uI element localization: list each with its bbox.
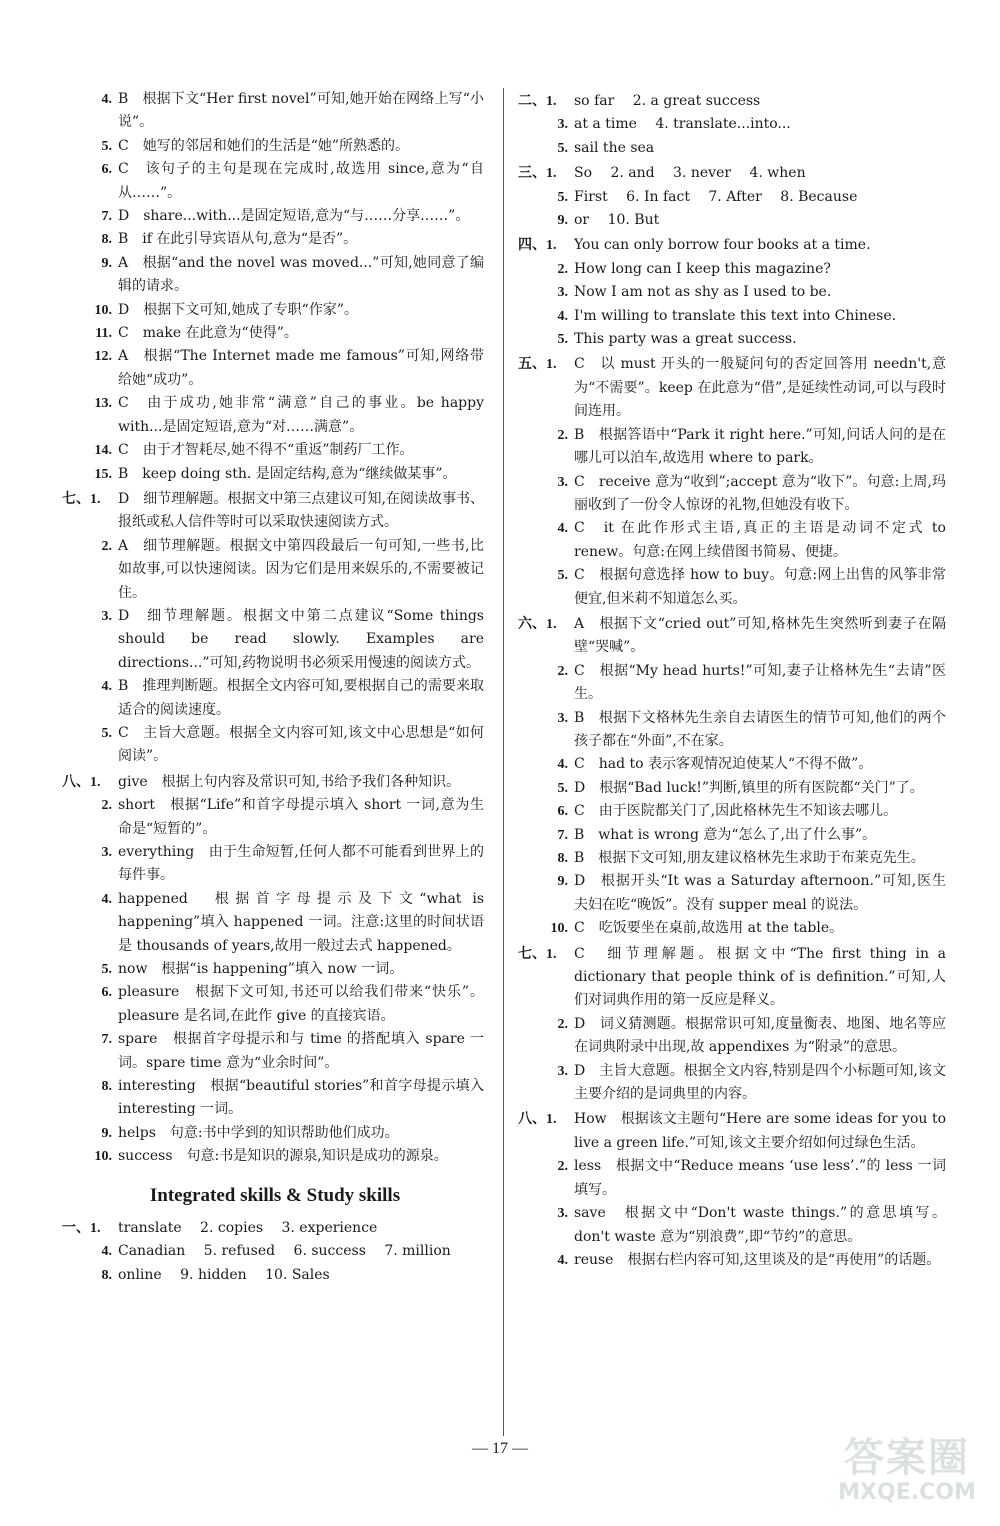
answer-number: 5. — [101, 962, 112, 978]
answer-item — [522, 870, 946, 917]
answer-text: D 主旨大意题。根据全文内容,特别是四个小标题可知,该文主要介绍的是词典里的内容。 — [574, 1062, 946, 1103]
answer-item — [66, 981, 484, 1028]
answer-text: sail the sea — [574, 139, 655, 156]
answer-item — [522, 1013, 946, 1060]
answer-number: 14. — [94, 443, 112, 459]
answer-number: 5. — [557, 568, 568, 584]
answer-item — [522, 328, 946, 351]
answer-text: C 吃饭要坐在桌前,故选用 at the table。 — [574, 920, 844, 937]
answer-item — [522, 305, 946, 328]
answer-text: D share...with...是固定短语,意为“与……分享……”。 — [118, 208, 470, 225]
answer-number: 四、1. — [518, 238, 557, 254]
answer-number: 6. — [101, 162, 112, 178]
answer-text: D 词义猜测题。根据常识可知,度量衡表、地图、地名等应在词典附录中出现,故 appendixes 为“附录”的意思。 — [574, 1015, 946, 1056]
answer-text: C 由于才智耗尽,她不得不“重返”制药厂工作。 — [118, 442, 414, 459]
answer-text: Canadian 5. refused 6. success 7. million — [118, 1243, 451, 1260]
answer-text: First 6. In fact 7. After 8. Because — [574, 188, 858, 205]
answer-number: 4. — [101, 891, 112, 907]
answer-text: C 细节理解题。根据文中“The first thing in a dictionary that people think of is definition.”可知,人们对词典作用的第一反应是释义。 — [574, 945, 946, 1009]
answer-number: 2. — [557, 427, 568, 443]
answer-item — [522, 424, 946, 471]
answer-number: 8. — [101, 1267, 112, 1283]
answer-item — [66, 228, 484, 251]
answer-item — [522, 517, 946, 564]
answer-text: C receive 意为“收到”;accept 意为“收下”。句意:上周,玛丽收到了一份令人惊讶的礼物,但她没有收下。 — [574, 473, 946, 513]
answer-item — [522, 1060, 946, 1107]
answer-item — [66, 794, 484, 841]
answer-text: C 以 must 开头的一般疑问句的否定回答用 needn't,意为“不需要”。keep 在此意为“借”,是延续性动词,可以与段时间连用。 — [574, 356, 946, 420]
answer-number: 6. — [557, 804, 568, 820]
answer-item — [66, 158, 484, 205]
answer-text: B what is wrong 意为“怎么了,出了什么事”。 — [574, 826, 877, 843]
answer-number: 2. — [557, 1159, 568, 1175]
answer-text: spare 根据首字母提示和与 time 的搭配填入 spare 一词。spare time 意为“业余时间”。 — [118, 1031, 484, 1071]
answer-item — [66, 392, 484, 439]
answer-item — [66, 1145, 484, 1168]
answer-item — [66, 345, 484, 392]
answer-text: D 细节理解题。根据文中第三点建议可知,在阅读故事书、报纸或私人信件等时可以采取快速阅读方式。 — [118, 490, 484, 531]
answer-text: translate 2. copies 3. experience — [118, 1219, 378, 1236]
answer-section-start — [518, 353, 946, 423]
answer-text: How 根据该文主题句“Here are some ideas for you to live a green life.”可知,该文主要介绍如何过绿色生活。 — [574, 1111, 946, 1151]
answer-number: 9. — [101, 1125, 112, 1141]
answer-text: I'm willing to translate this text into Chinese. — [574, 307, 897, 324]
answer-text: You can only borrow four books at a time. — [574, 237, 871, 254]
answer-text: This party was a great success. — [574, 331, 797, 348]
answer-number: 4. — [557, 308, 568, 324]
answer-number: 七、1. — [518, 946, 557, 962]
answer-number: 一、1. — [62, 1220, 101, 1236]
answer-text: C 她写的邻居和她们的生活是“她”所熟悉的。 — [118, 137, 410, 154]
answer-text: B if 在此引导宾语从句,意为“是否”。 — [118, 231, 358, 248]
answer-number: 11. — [95, 326, 112, 342]
answer-number: 7. — [101, 209, 112, 225]
answer-item — [522, 281, 946, 304]
answer-item — [66, 888, 484, 958]
answer-text: C make 在此意为“使得”。 — [118, 325, 298, 342]
answer-text: How long can I keep this magazine? — [574, 260, 831, 277]
answer-text: B keep doing sth. 是固定结构,意为“继续做某事”。 — [118, 465, 457, 482]
answer-text: D 细节理解题。根据文中第二点建议“Some things should be read slowly. Examples are directions...”可知,药物说明书必须采用慢速的阅读方式。 — [118, 607, 484, 671]
answer-text: reuse 根据右栏内容可知,这里谈及的是“再使用”的话题。 — [574, 1251, 941, 1268]
answer-number: 5. — [101, 725, 112, 741]
answer-number: 4. — [101, 679, 112, 695]
answer-text: interesting 根据“beautiful stories”和首字母提示填入 interesting 一词。 — [118, 1078, 484, 1118]
answer-text: give 根据上句内容及常识可知,书给予我们各种知识。 — [118, 773, 461, 790]
answer-number: 5. — [557, 140, 568, 156]
answer-text: success 句意:书是知识的源泉,知识是成功的源泉。 — [118, 1148, 448, 1165]
answer-text: B 根据下文可知,朋友建议格林先生求助于布莱克先生。 — [574, 850, 925, 866]
answer-text: C had to 表示客观情况迫使某人“不得不做”。 — [574, 756, 873, 773]
answer-text: A 根据“The Internet made me famous”可知,网络带给她“成功”。 — [118, 348, 484, 388]
page-number: — 17 — — [472, 1440, 528, 1457]
answer-number: 八、1. — [62, 774, 101, 790]
answer-item — [66, 1240, 484, 1263]
answer-text: C 根据“My head hurts!”可知,妻子让格林先生“去请”医生。 — [574, 662, 946, 703]
answer-number: 9. — [557, 874, 568, 890]
answer-text: or 10. But — [574, 212, 660, 229]
answer-text: So 2. and 3. never 4. when — [574, 165, 806, 182]
answer-number: 五、1. — [518, 357, 557, 373]
answer-item — [522, 1202, 946, 1249]
answer-number: 二、1. — [518, 94, 557, 109]
answer-text: save 根据文中“Don't waste things.”的意思填写。don't waste 意为“别浪费”,即“节约”的意思。 — [574, 1205, 946, 1245]
answer-text: D 根据开头“It was a Saturday afternoon.”可知,医生夫妇在吃“晚饭”。没有 supper meal 的说法。 — [574, 873, 946, 913]
answer-item — [66, 605, 484, 675]
answer-text: A 细节理解题。根据文中第四段最后一句可知,一些书,比如故事,可以快速阅读。因为它们是用来娱乐的,不需要被记住。 — [118, 537, 484, 601]
answer-item — [522, 777, 946, 800]
column-divider — [503, 88, 504, 1436]
answer-item — [522, 847, 946, 870]
answer-number: 2. — [557, 261, 568, 277]
answer-section-start — [62, 771, 484, 794]
answer-number: 10. — [550, 921, 568, 937]
answer-number: 7. — [101, 1032, 112, 1048]
answer-item — [66, 1122, 484, 1145]
answer-item — [522, 258, 946, 281]
answer-item — [522, 707, 946, 754]
answer-text: B 推理判断题。根据全文内容可知,要根据自己的需要来取适合的阅读速度。 — [118, 678, 484, 718]
answer-item — [66, 439, 484, 462]
answer-number: 9. — [557, 213, 568, 229]
answer-text: less 根据文中“Reduce means ‘use less’.”的 less 一词填写。 — [574, 1158, 946, 1198]
answer-text: B 根据下文“Her first novel”可知,她开始在网络上写“小说”。 — [118, 91, 484, 131]
answer-number: 8. — [101, 1079, 112, 1095]
answer-item — [66, 535, 484, 605]
answer-text: C 由于医院都关门了,因此格林先生不知该去哪儿。 — [574, 803, 898, 820]
answer-text: happened 根据首字母提示及下文“what is happening”填入 happened 一词。注意:这里的时间状语是 thousands of years,故用一般过去式 happened。 — [118, 890, 484, 954]
answer-item — [66, 299, 484, 322]
answer-number: 4. — [101, 1244, 112, 1260]
answer-number: 3. — [557, 117, 568, 133]
answer-number: 4. — [557, 521, 568, 537]
answer-number: 七、1. — [62, 491, 101, 507]
answer-section-start — [518, 1108, 946, 1155]
answer-section-start — [518, 613, 946, 660]
answer-number: 9. — [101, 255, 112, 271]
left-column — [62, 88, 484, 1287]
answer-text: C 主旨大意题。根据全文内容可知,该文中心思想是“如何阅读”。 — [118, 724, 484, 765]
answer-number: 3. — [557, 1063, 568, 1079]
answer-number: 3. — [101, 845, 112, 860]
answer-number: 5. — [557, 780, 568, 796]
answer-number: 12. — [94, 349, 112, 365]
answer-text: online 9. hidden 10. Sales — [118, 1266, 330, 1283]
answer-number: 3. — [557, 474, 568, 490]
answer-number: 5. — [101, 138, 112, 154]
answer-item — [522, 800, 946, 823]
answer-number: 八、1. — [518, 1112, 557, 1128]
answer-number: 2. — [557, 663, 568, 679]
answer-number: 4. — [557, 1252, 568, 1268]
answer-item — [522, 1155, 946, 1202]
answer-number: 3. — [557, 710, 568, 726]
answer-item — [522, 113, 946, 136]
answer-number: 8. — [557, 851, 568, 866]
watermark-logo-mark: 答案圈 — [844, 1435, 970, 1481]
answer-text: short 根据“Life”和首字母提示填入 short 一词,意为生命是“短暂的”。 — [118, 797, 484, 837]
answer-text: everything 由于生命短暂,任何人都不可能看到世界上的每件事。 — [118, 844, 484, 884]
answer-number: 15. — [94, 466, 112, 482]
answer-text: B 根据下文格林先生亲自去请医生的情节可知,他们的两个孩子都在“外面”,不在家。 — [574, 709, 946, 749]
answer-text: at a time 4. translate...into... — [574, 116, 791, 133]
answer-number: 3. — [101, 608, 112, 624]
answer-text: C 该句子的主句是现在完成时,故选用 since,意为“自从……”。 — [118, 161, 484, 201]
answer-item — [66, 841, 484, 888]
answer-item — [66, 463, 484, 486]
answer-text: A 根据下文“cried out”可知,格林先生突然听到妻子在隔壁“哭喊”。 — [574, 615, 946, 656]
answer-text: Now I am not as shy as I used to be. — [574, 284, 832, 301]
answer-number: 3. — [557, 285, 568, 301]
answer-text: A 根据“and the novel was moved...”可知,她同意了编辑的请求。 — [118, 254, 484, 295]
watermark-logo — [832, 1436, 982, 1514]
answer-item — [66, 1264, 484, 1287]
answer-item — [66, 88, 484, 135]
answer-number: 2. — [101, 538, 112, 554]
answer-item — [522, 917, 946, 940]
answer-section-start — [518, 162, 946, 185]
answer-number: 3. — [557, 1206, 568, 1222]
answer-item — [66, 675, 484, 722]
right-column — [518, 88, 946, 1272]
answer-item — [522, 824, 946, 847]
watermark-site: MXQE.COM — [838, 1480, 976, 1505]
answer-number: 六、1. — [518, 616, 557, 632]
answer-text: C 根据句意选择 how to buy。句意:网上出售的风筝非常便宜,但米莉不知道怎么买。 — [574, 567, 946, 607]
answer-text: C 由于成功,她非常“满意”自己的事业。be happy with...是固定短语,意为“对……满意”。 — [118, 395, 484, 435]
answer-text: D 根据下文可知,她成了专职“作家”。 — [118, 301, 358, 318]
answer-text: C it 在此作形式主语,真正的主语是动词不定式 to renew。句意:在网上续借图书简易、便捷。 — [574, 520, 946, 560]
answer-number: 5. — [557, 189, 568, 205]
answer-number: 2. — [101, 798, 112, 814]
answer-item — [66, 722, 484, 769]
answer-item — [522, 186, 946, 209]
answer-text: so far 2. a great success — [574, 93, 761, 109]
answer-number: 6. — [101, 985, 112, 1001]
answer-number: 7. — [557, 827, 568, 843]
answer-item — [522, 209, 946, 232]
answer-item — [66, 1075, 484, 1122]
answer-text: D 根据“Bad luck!”判断,镇里的所有医院都“关门”了。 — [574, 779, 924, 796]
section-heading: Integrated skills & Study skills — [149, 1184, 401, 1206]
answer-item — [522, 1249, 946, 1272]
answer-item — [66, 1028, 484, 1075]
answer-number: 4. — [557, 757, 568, 773]
answer-item — [522, 137, 946, 160]
answer-text: helps 句意:书中学到的知识帮助他们成功。 — [118, 1124, 399, 1141]
answer-number: 8. — [101, 232, 112, 248]
answer-text: pleasure 根据下文可知,书还可以给我们带来“快乐”。pleasure 是名词,在此作 give 的直接宾语。 — [118, 984, 484, 1024]
answer-section-start — [518, 90, 946, 113]
answer-item — [522, 753, 946, 776]
answer-number: 三、1. — [518, 166, 557, 182]
answer-number: 10. — [94, 302, 112, 318]
answer-number: 13. — [94, 396, 112, 412]
answer-item — [522, 660, 946, 707]
answer-item — [522, 564, 946, 611]
answer-section-start — [62, 1217, 484, 1240]
answer-section-start — [518, 234, 946, 257]
answer-item — [66, 322, 484, 345]
answer-item — [66, 205, 484, 228]
answer-text: B 根据答语中“Park it right here.”可知,问话人问的是在哪儿可以泊车,故选用 where to park。 — [574, 426, 946, 467]
answer-item — [522, 471, 946, 518]
answer-item — [66, 135, 484, 158]
answer-section-start — [518, 943, 946, 1013]
answer-number: 4. — [101, 92, 112, 107]
answer-item — [66, 252, 484, 299]
answer-item — [66, 958, 484, 981]
answer-number: 10. — [94, 1149, 112, 1165]
answer-number: 5. — [557, 332, 568, 348]
answer-text: now 根据“is happening”填入 now 一词。 — [118, 961, 404, 978]
answer-section-start — [62, 488, 484, 535]
answer-number: 2. — [557, 1016, 568, 1032]
